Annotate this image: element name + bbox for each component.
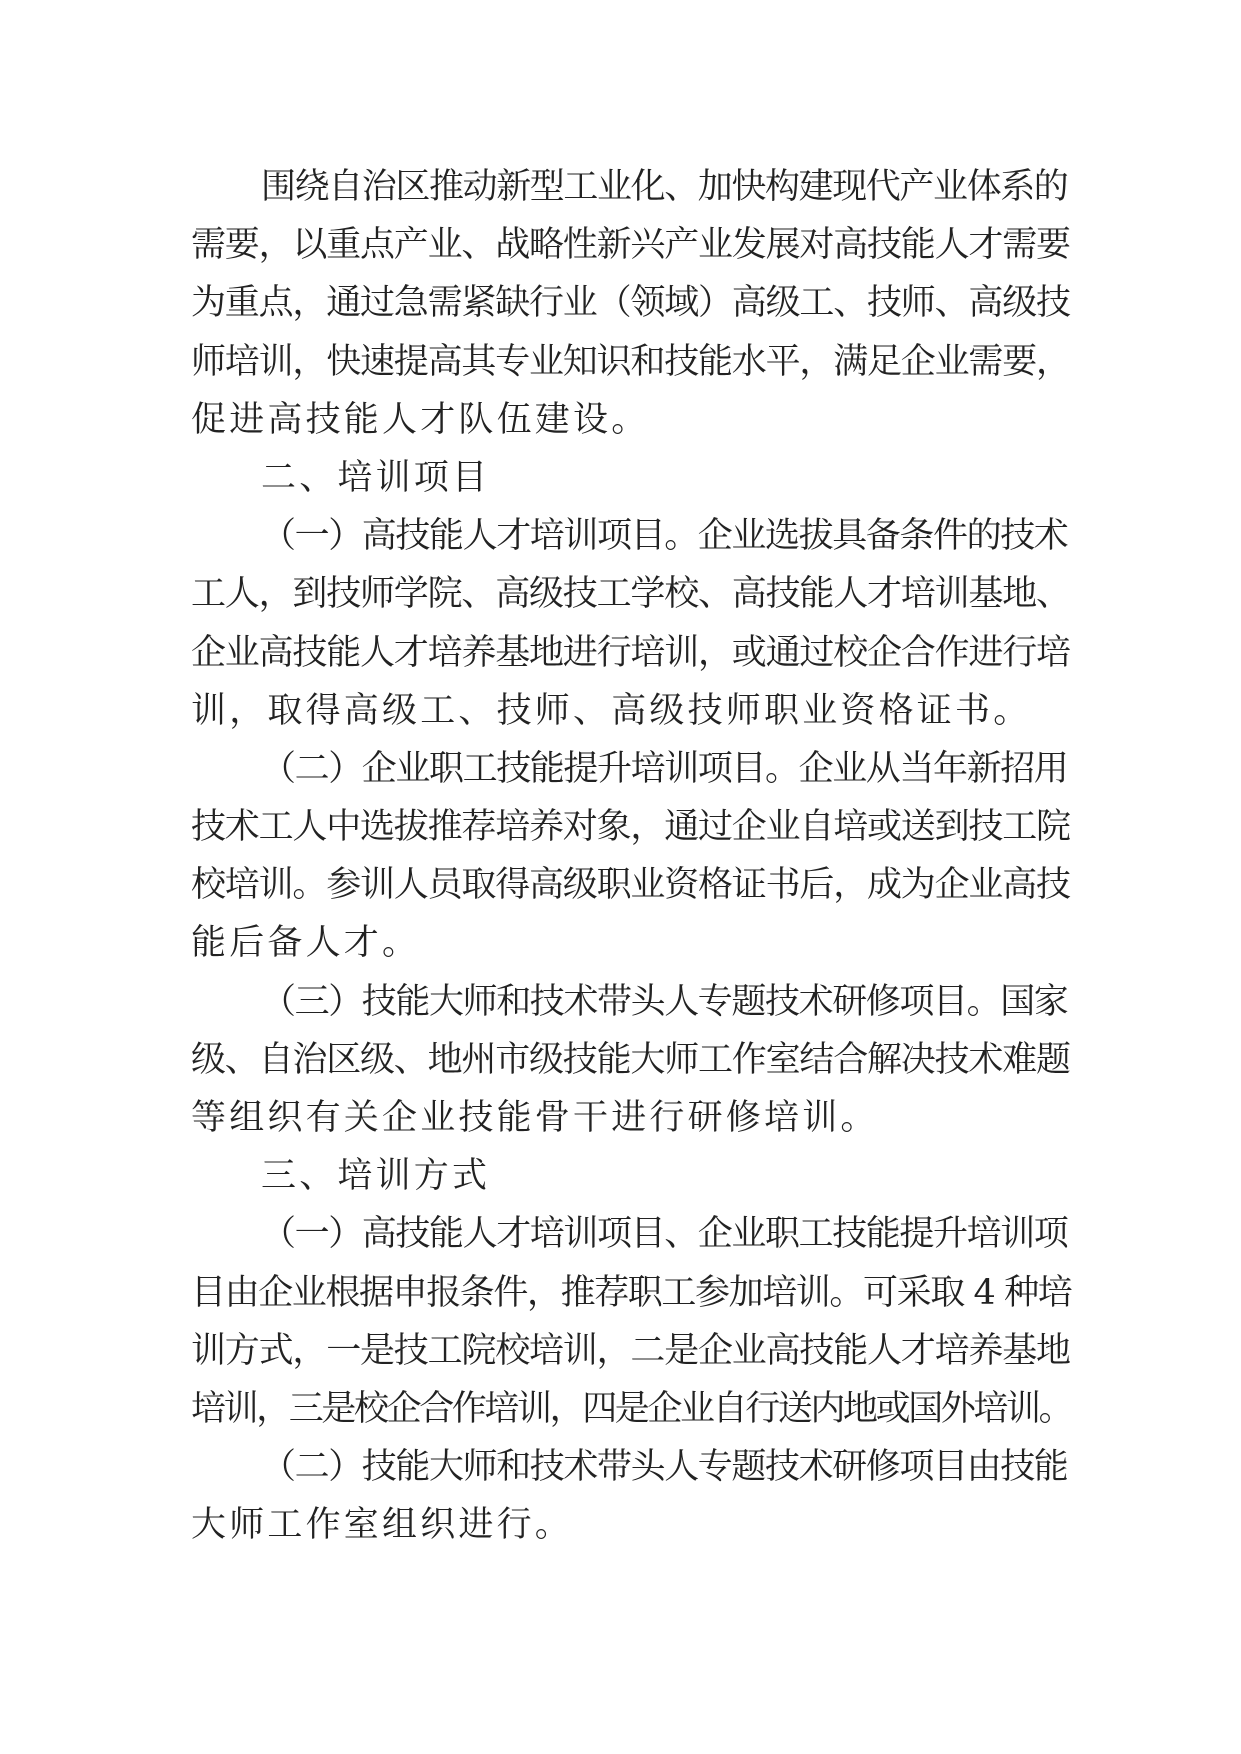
text-line: 为重点，通过急需紧缺行业（领域）高级工、技师、高级技 [191,283,1070,324]
text-line: 培训，三是校企合作培训，四是企业自行送内地或国外培训。 [191,1388,1072,1429]
text-line: 促进高技能人才队伍建设。 [191,399,650,440]
text-line: 工人，到技师学院、高级技工学校、高技能人才培训基地、 [191,574,1070,615]
text-line: （二）企业职工技能提升培训项目。企业从当年新招用 [261,748,1068,789]
text-line: 需要，以重点产业、战略性新兴产业发展对高技能人才需要 [191,225,1070,266]
text-line: 训，取得高级工、技师、高级技师职业资格证书。 [191,690,1032,731]
text-line: 二、培训项目 [261,457,491,498]
text-line: 级、自治区级、地州市级技能大师工作室结合解决技术难题 [191,1039,1070,1080]
text-line: 三、培训方式 [261,1156,491,1197]
text-line: 技术工人中选拔推荐培养对象，通过企业自培或送到技工院 [191,807,1070,848]
text-line: （一）高技能人才培训项目、企业职工技能提升培训项 [261,1214,1068,1255]
text-line: （二）技能大师和技术带头人专题技术研修项目由技能 [261,1447,1068,1488]
text-line: 能后备人才。 [191,923,421,964]
text-line: 目由企业根据申报条件，推荐职工参加培训。可采取 4 种培 [191,1272,1072,1313]
text-line: （三）技能大师和技术带头人专题技术研修项目。国家 [261,981,1068,1022]
text-line: 大师工作室组织进行。 [191,1505,574,1546]
text-line: 等组织有关企业技能骨干进行研修培训。 [191,1098,879,1138]
text-line: 校培训。参训人员取得高级职业资格证书后，成为企业高技 [191,865,1070,906]
text-line: 师培训，快速提高其专业知识和技能水平，满足企业需要， [191,341,1070,382]
document-body [191,158,1071,1555]
text-line: 企业高技能人才培养基地进行培训，或通过校企合作进行培 [191,632,1070,673]
text-line: 训方式，一是技工院校培训，二是企业高技能人才培养基地 [191,1330,1070,1371]
text-line: （一）高技能人才培训项目。企业选拔具备条件的技术 [261,516,1068,557]
text-line: 围绕自治区推动新型工业化、加快构建现代产业体系的 [261,167,1068,207]
